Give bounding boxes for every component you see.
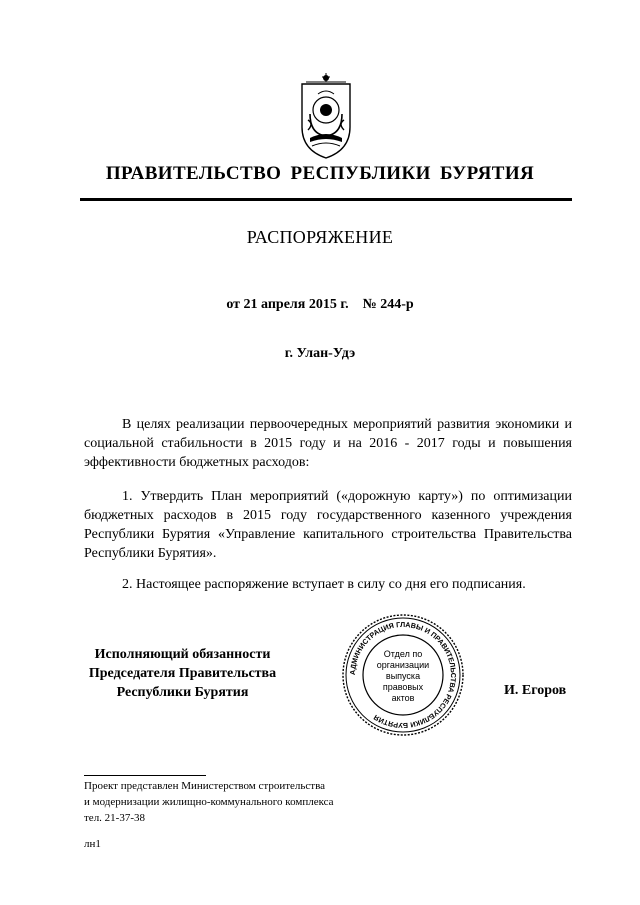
stamp-center-text: правовых (382, 682, 424, 692)
footnote-line: Проект представлен Министерством строительства (84, 780, 326, 792)
stamp-ring-text: АДМИНИСТРАЦИЯ ГЛАВЫ И ПРАВИТЕЛЬСТВА РЕСПУБЛИКИ БУРЯТИЯ (347, 619, 459, 731)
body-paragraph-item-2: 2. Настоящее распоряжение вступает в силу со дня его подписания. (122, 577, 526, 592)
signatory-position-line: Председателя Правительства (88, 666, 277, 681)
stamp-center-text: актов (391, 693, 415, 703)
official-stamp-icon (340, 612, 466, 738)
signatory-position-line: Исполняющий обязанности (94, 647, 271, 662)
signatory-position-line: Республики Бурятия (116, 685, 249, 700)
signatory-position (70, 645, 295, 702)
document-number: № 244-р (362, 297, 414, 312)
stamp-center-text: Отдел по (383, 649, 423, 659)
stamp-center-text: выпуска (385, 671, 421, 681)
body-paragraph-preamble: В целях реализации первоочередных мероприятий развития экономики и социальной стабильности в 2015 году и на 2016 - 2017 годы и повышения эффективности бюджетных расходов: (84, 417, 572, 470)
document-code: лн1 (84, 838, 101, 850)
header-divider (80, 198, 572, 201)
footnote-divider (84, 775, 206, 776)
stamp-center-text: организации (376, 660, 430, 670)
signatory-name: И. Егоров (504, 683, 567, 698)
document-date: от 21 апреля 2015 г. (226, 297, 349, 312)
coat-of-arms-icon (296, 72, 356, 162)
document-city: г. Улан-Удэ (284, 346, 356, 361)
government-title: ПРАВИТЕЛЬСТВО РЕСПУБЛИКИ БУРЯТИЯ (105, 163, 535, 184)
document-type: РАСПОРЯЖЕНИЕ (246, 227, 394, 247)
footnote-line: тел. 21-37-38 (84, 812, 146, 824)
footnote (84, 778, 334, 826)
body-paragraph-item-1: 1. Утвердить План мероприятий («дорожную карту») по оптимизации бюджетных расходов в 2015 году государственного казенного учреждения Республики Бурятия «Управление капитального строительства Правительства Республики Бурятия». (84, 489, 572, 561)
footnote-line: и модернизации жилищно-коммунального комплекса (84, 796, 334, 808)
document-date-line (0, 297, 640, 313)
